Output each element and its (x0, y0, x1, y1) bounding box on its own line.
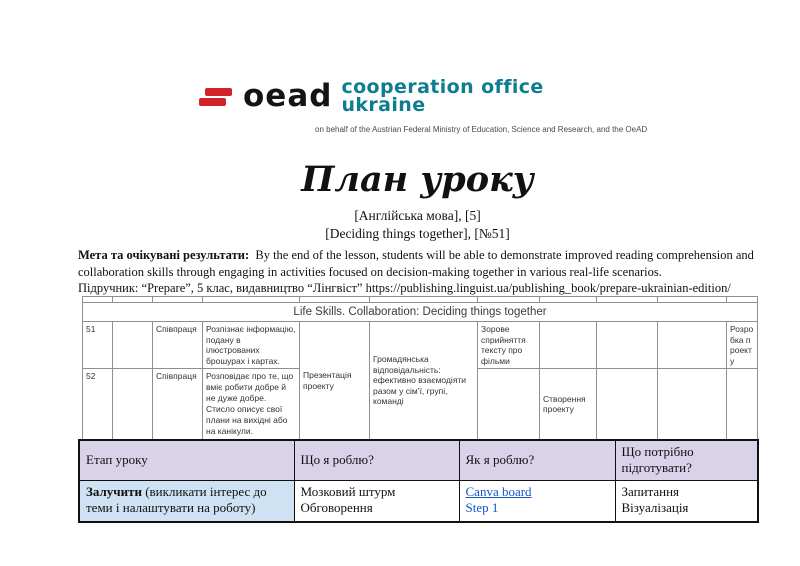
table-cell (658, 322, 727, 369)
skills-table-title-row (83, 303, 758, 322)
table-row (83, 322, 758, 369)
page-title: План уроку (301, 159, 534, 200)
table-cell (727, 369, 758, 440)
topic-number-subtitle: [Deciding things together], [№51] (325, 225, 510, 241)
table-cell (597, 369, 658, 440)
skill-description-cell: Розпізнає інформацію, подану в ілюстрованих брошурах і картах. (203, 322, 300, 369)
project-creation-cell: Створення проекту (540, 369, 597, 440)
cooperation-office-line: cooperation office (341, 76, 544, 98)
lesson-plan-table (78, 439, 759, 523)
project-development-cell: Розробка проекту (727, 322, 758, 369)
skill-description-cell: Розповідає про те, що вміє робити добре й не дуже добре. Стисло описує свої плани на вихідні або на канікули. (203, 369, 300, 440)
header-how-i-do: Як я роблю? (459, 440, 615, 480)
textbook-line: Підручник: “Prepare”, 5 клас, видавництво “Лінгвіст” https://publishing.linguist.ua/publishing_book/prepare-ukrainian-edition/ (78, 281, 731, 295)
how-i-do-cell (459, 480, 615, 522)
goals-label: Мета та очікувані результати: (78, 248, 250, 262)
ukraine-line: ukraine (341, 94, 426, 117)
title-block (78, 160, 757, 242)
table-cell (113, 369, 153, 440)
header-stage: Етап уроку (79, 440, 294, 480)
header-what-i-do: Що я роблю? (294, 440, 459, 480)
lesson-number-cell: 51 (83, 322, 113, 369)
canva-board-link[interactable]: Canva board (465, 483, 532, 499)
goals-line1 (78, 247, 772, 264)
plan-table-header-row (79, 440, 758, 480)
prepare-line: Запитання (621, 483, 680, 499)
stage-cell (79, 480, 294, 522)
table-cell (658, 369, 727, 440)
goals-paragraph (78, 247, 772, 297)
subject-grade-subtitle: [Англійська мова], [5] (354, 208, 481, 224)
stage-name: Залучити (86, 483, 142, 499)
table-cell (113, 322, 153, 369)
activity-line: Мозковий штурм (300, 483, 396, 499)
visual-perception-cell: Зорове сприйняття тексту про фільми (478, 322, 540, 369)
step-1-link[interactable]: Step 1 (465, 499, 499, 515)
activity-line: Обговорення (300, 499, 373, 515)
skill-name-cell: Співпраця (153, 322, 203, 369)
stage-note: (викликати інтерес до теми і налаштувати на роботу) (86, 483, 267, 515)
oead-logo (198, 76, 648, 134)
life-skills-table (82, 296, 758, 440)
civic-responsibility-cell: Громадянська відповідальність: ефективно взаємодіяти разом у сім’ї, групі, команді (370, 322, 478, 440)
prepare-line: Візуалізація (621, 499, 689, 515)
austrian-flag-icon (198, 84, 234, 108)
skill-name-cell: Співпраця (153, 369, 203, 440)
lesson-number-cell: 52 (83, 369, 113, 440)
plan-table-row (79, 480, 758, 522)
table-cell (597, 322, 658, 369)
skills-table-title: Life Skills. Collaboration: Deciding things together (83, 303, 758, 322)
table-cell (540, 322, 597, 369)
logo-tagline: on behalf of the Austrian Federal Ministry of Education, Science and Research, and the OeAD (315, 125, 648, 134)
what-i-do-cell (294, 480, 459, 522)
goals-text1: By the end of the lesson, students will be able to demonstrate improved reading comprehension and (255, 248, 754, 262)
cooperation-office-wordmark (341, 76, 544, 117)
header-what-to-prepare: Що потрібно підготувати? (615, 440, 758, 480)
oead-wordmark: oead (243, 77, 333, 114)
goals-line2: collaboration skills through engaging in activities focused on decision-making together in various real-life scenarios. (78, 264, 662, 279)
table-cell (478, 369, 540, 440)
presentation-cell: Презентація проекту (300, 322, 370, 440)
prepare-cell (615, 480, 758, 522)
